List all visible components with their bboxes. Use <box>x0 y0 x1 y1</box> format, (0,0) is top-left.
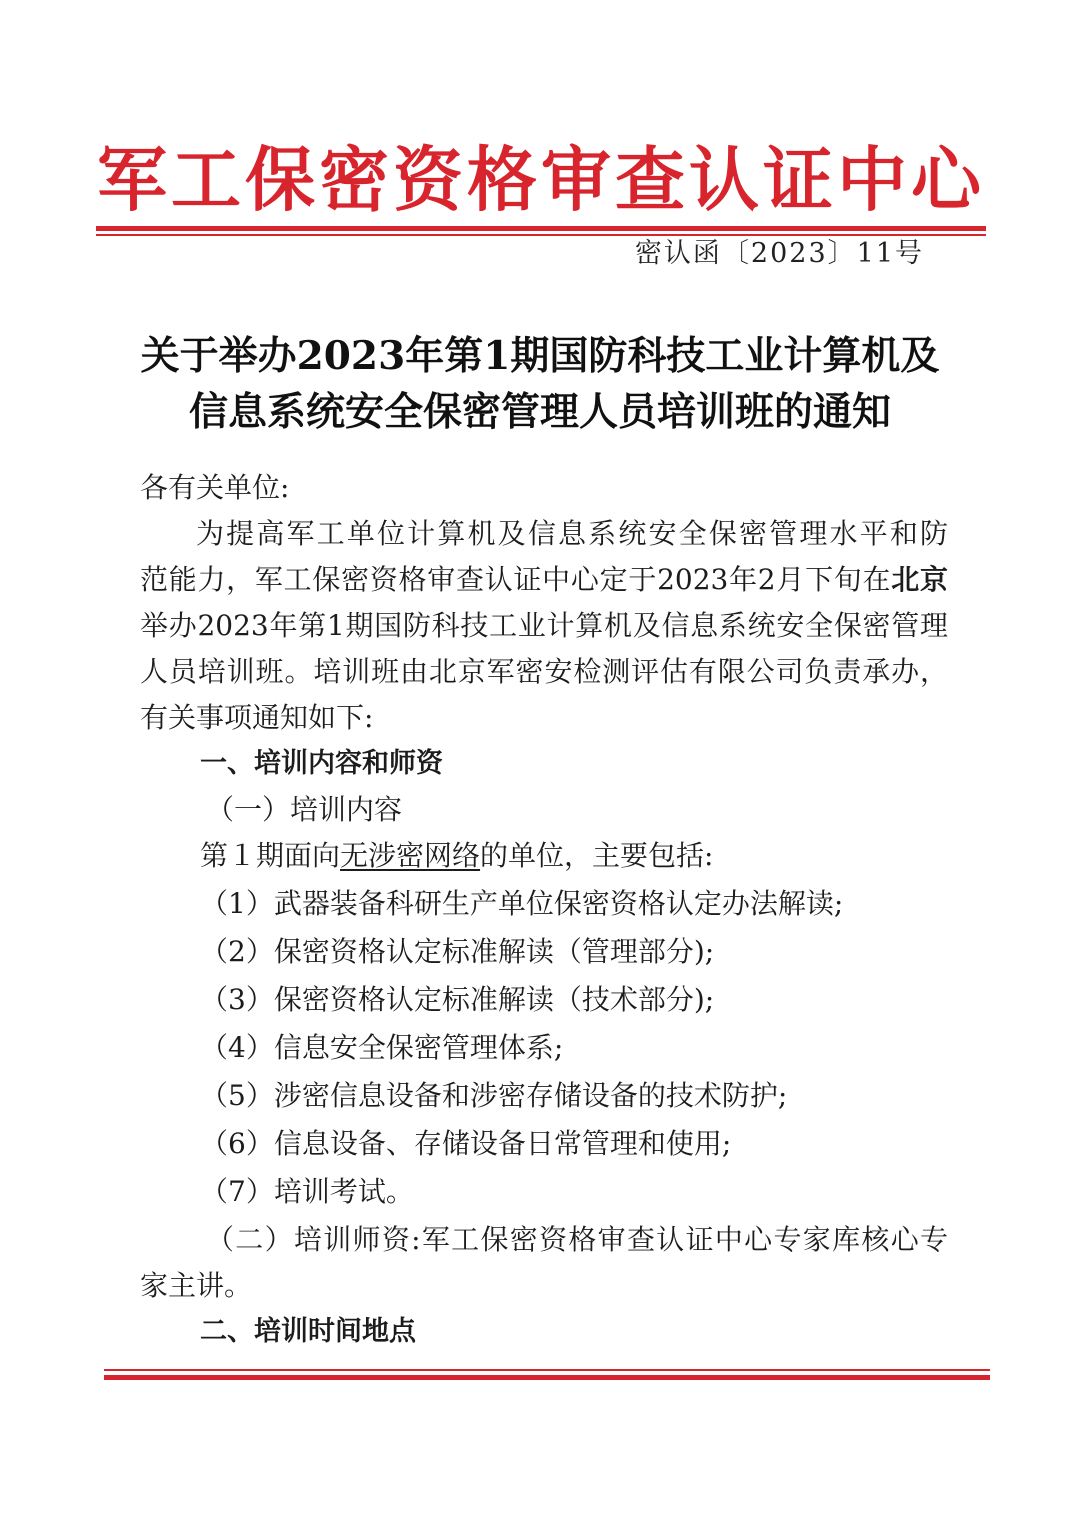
section-2-heading: 二、培训时间地点 <box>200 1316 416 1347</box>
list-item: （7）培训考试。 <box>200 1175 414 1208</box>
intro-line-1: 为提高军工单位计算机及信息系统安全保密管理水平和防 <box>196 517 948 550</box>
list-item: （2）保密资格认定标准解读（管理部分); <box>200 935 715 968</box>
letterhead-organization: 军工保密资格审查认证中心 <box>97 139 985 221</box>
intro-location-beijing: 北京 <box>891 563 948 596</box>
intro-line-2 <box>140 560 948 600</box>
section-1-sub-2-line-2: 家主讲。 <box>140 1269 253 1302</box>
section-1-sub-2-line-1: （二）培训师资:军工保密资格审查认证中心专家库核心专 <box>206 1223 948 1256</box>
footer-thick-rule <box>104 1375 990 1380</box>
training-scope <box>200 836 713 876</box>
salutation: 各有关单位: <box>140 471 290 504</box>
training-scope-prefix: 第１期面向 <box>200 839 341 872</box>
list-item: （5）涉密信息设备和涉密存储设备的技术防护; <box>200 1079 788 1112</box>
intro-line-2-text: 范能力，军工保密资格审查认证中心定于2023年2月下旬在 <box>140 563 892 596</box>
notice-title-line-1: 关于举办2023年第1期国防科技工业计算机及 <box>140 333 940 379</box>
footer-thin-rule <box>104 1369 990 1371</box>
intro-line-5: 有关事项通知如下: <box>140 701 374 734</box>
list-item: （3）保密资格认定标准解读（技术部分); <box>200 983 715 1016</box>
list-item: （1）武器装备科研生产单位保密资格认定办法解读; <box>200 887 844 920</box>
list-item: （4）信息安全保密管理体系; <box>200 1031 564 1064</box>
letterhead-thick-rule <box>96 226 986 231</box>
intro-line-3: 举办2023年第1期国防科技工业计算机及信息系统安全保密管理 <box>140 609 948 642</box>
intro-line-4: 人员培训班。培训班由北京军密安检测评估有限公司负责承办， <box>140 655 948 688</box>
training-scope-suffix: 的单位，主要包括: <box>480 839 714 872</box>
list-item: （6）信息设备、存储设备日常管理和使用; <box>200 1127 732 1160</box>
section-1-sub-1-heading: （一）培训内容 <box>206 793 403 826</box>
section-1-heading: 一、培训内容和师资 <box>200 748 443 779</box>
notice-title-line-2: 信息系统安全保密管理人员培训班的通知 <box>188 389 891 435</box>
document-number: 密认函〔2023〕11号 <box>634 238 924 269</box>
training-scope-emphasis: 无涉密网络 <box>340 839 481 872</box>
